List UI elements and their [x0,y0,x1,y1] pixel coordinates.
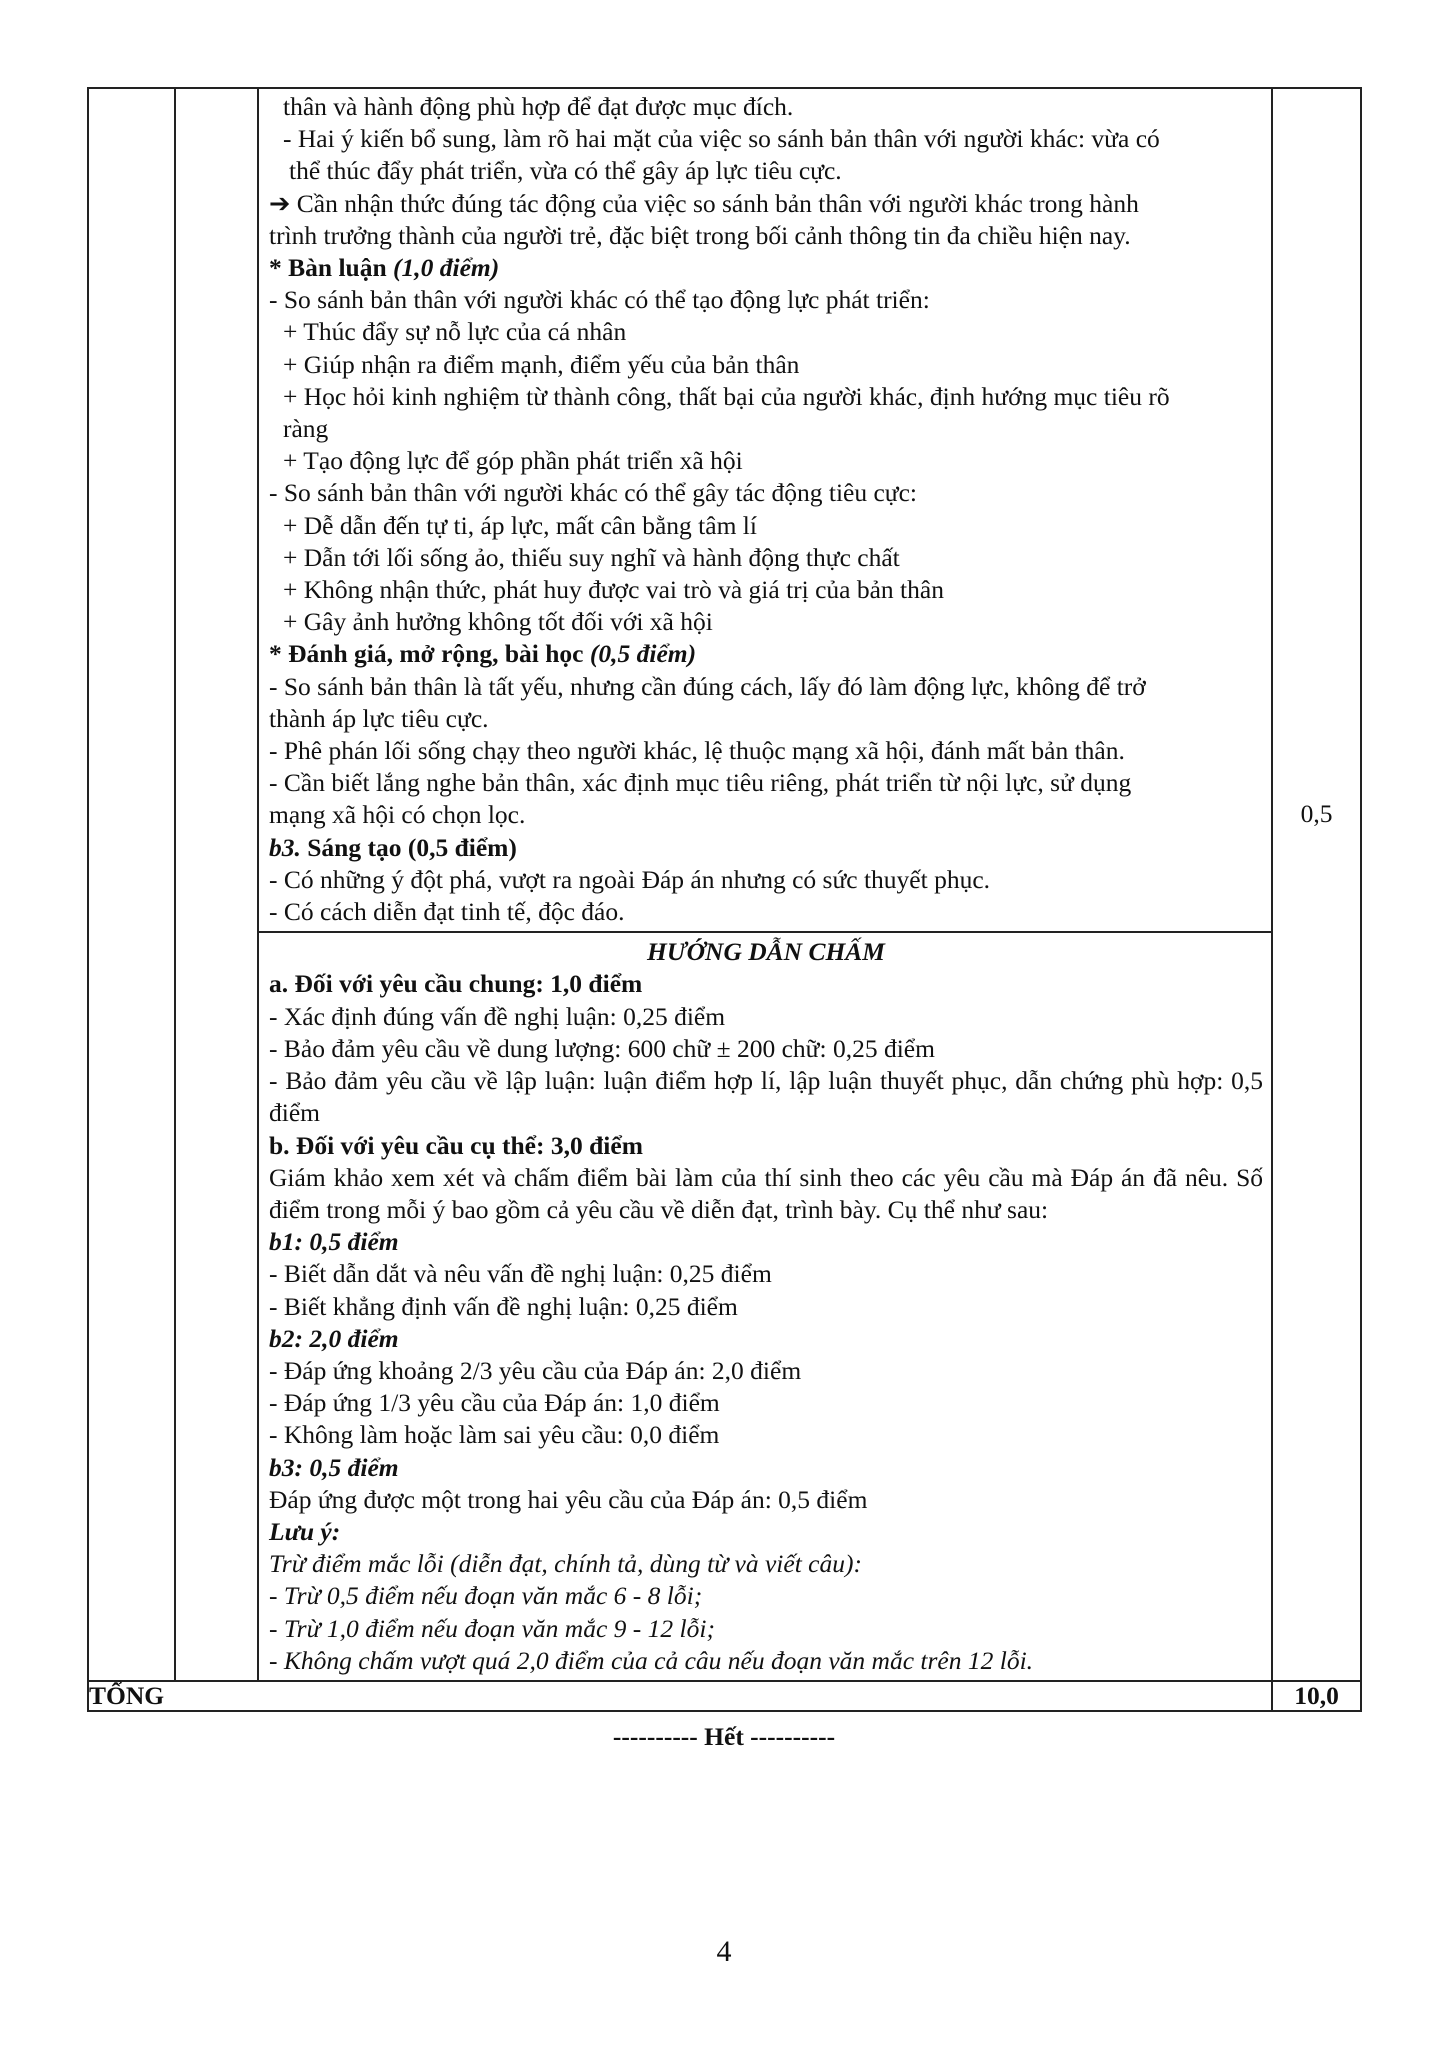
score-value: 0,5 [1300,799,1333,828]
content-line: - So sánh bản thân với người khác có thể tạo động lực phát triển: [269,285,930,315]
content-line: mạng xã hội có chọn lọc. [269,800,526,830]
content-paragraph: Giám khảo xem xét và chấm điểm bài làm của thí sinh theo các yêu cầu mà Đáp án đã nêu. Số điểm trong mỗi ý bao gồm cả yêu cầu về diễn đạt, trình bày. Cụ thể như sau: [269,1162,1263,1224]
content-line: - Hai ý kiến bổ sung, làm rõ hai mặt của việc so sánh bản thân với người khác: vừa có [283,124,1160,154]
b1-heading: b1: 0,5 điểm [269,1227,399,1257]
b3-heading: b3: 0,5 điểm [269,1452,399,1482]
content-line: + Gây ảnh hưởng không tốt đối với xã hội [283,607,713,637]
total-row [88,1681,1361,1711]
content-line: + Dễ dẫn đến tự ti, áp lực, mất cân bằng tâm lí [283,510,757,540]
note-line: Trừ điểm mắc lỗi (diễn đạt, chính tả, dùng từ và viết câu): [269,1549,862,1579]
content-line: - Không làm hoặc làm sai yêu cầu: 0,0 điểm [269,1420,720,1450]
content-line: - Đáp ứng 1/3 yêu cầu của Đáp án: 1,0 điểm [269,1388,720,1418]
content-line: + Tạo động lực để góp phần phát triển xã hội [283,446,743,476]
content-line: + Dẫn tới lối sống ảo, thiếu suy nghĩ và hành động thực chất [283,542,900,572]
scoring-table [87,87,1362,1712]
b2-heading: b2: 2,0 điểm [269,1323,399,1353]
sang-tao-heading: b3. Sáng tạo (0,5 điểm) [269,832,517,862]
total-label: TỔNG [88,1681,1272,1711]
ban-luan-heading: * Bàn luận (1,0 điểm) [269,253,500,283]
content-line: + Giúp nhận ra điểm mạnh, điểm yếu của bản thân [283,349,800,379]
requirement-a-heading: a. Đối với yêu cầu chung: 1,0 điểm [269,969,643,999]
requirement-b-heading: b. Đối với yêu cầu cụ thể: 3,0 điểm [269,1130,643,1160]
content-line: - Đáp ứng khoảng 2/3 yêu cầu của Đáp án: 2,0 điểm [269,1355,802,1385]
note-line: - Không chấm vượt quá 2,0 điểm của cả câu nếu đoạn văn mắc trên 12 lỗi. [269,1645,1034,1675]
question-cell [88,88,175,1681]
content-line: - Phê phán lối sống chạy theo người khác, lệ thuộc mạng xã hội, đánh mất bản thân. [269,736,1125,766]
grading-guide-cell [258,932,1272,1681]
content-line: - So sánh bản thân với người khác có thể gây tác động tiêu cực: [269,478,918,508]
content-line: - Biết khẳng định vấn đề nghị luận: 0,25 điểm [269,1291,738,1321]
note-heading: Lưu ý: [269,1516,341,1546]
content-line: thể thúc đẩy phát triển, vừa có thể gây áp lực tiêu cực. [289,156,842,186]
content-line: - Bảo đảm yêu cầu về dung lượng: 600 chữ ± 200 chữ: 0,25 điểm [269,1033,935,1063]
total-value: 10,0 [1272,1681,1361,1711]
content-line: - Biết dẫn dắt và nêu vấn đề nghị luận: 0,25 điểm [269,1259,772,1289]
table-row [88,88,1361,932]
content-line: ➔ Cần nhận thức đúng tác động của việc so sánh bản thân với người khác trong hành [269,188,1139,218]
content-paragraph: - Bảo đảm yêu cầu về lập luận: luận điểm hợp lí, lập luận thuyết phục, dẫn chứng phù hợp: 0,5 điểm [269,1066,1263,1128]
content-line: - Có cách diễn đạt tinh tế, độc đáo. [269,897,625,927]
content-line: thành áp lực tiêu cực. [269,703,489,733]
table-row [88,932,1361,1681]
answer-content-cell [258,88,1272,932]
content-line: Đáp ứng được một trong hai yêu cầu của Đáp án: 0,5 điểm [269,1484,868,1514]
score-cell [1272,88,1361,1681]
content-line: - So sánh bản thân là tất yếu, nhưng cần đúng cách, lấy đó làm động lực, không để trở [269,671,1146,701]
danh-gia-heading: * Đánh giá, mở rộng, bài học (0,5 điểm) [269,639,697,669]
content-line: thân và hành động phù hợp để đạt được mục đích. [283,92,794,121]
content-line: ràng [283,414,329,444]
content-line: + Học hỏi kinh nghiệm từ thành công, thất bại của người khác, định hướng mục tiêu rõ [283,381,1170,411]
grading-title: HƯỚNG DẪN CHẤM [647,937,885,967]
end-marker: ---------- Hết ---------- [612,1722,836,1751]
content-line: - Xác định đúng vấn đề nghị luận: 0,25 điểm [269,1001,726,1031]
content-line: - Cần biết lắng nghe bản thân, xác định mục tiêu riêng, phát triển từ nội lực, sử dụng [269,768,1132,798]
note-line: - Trừ 0,5 điểm nếu đoạn văn mắc 6 - 8 lỗi; [269,1581,703,1611]
note-line: - Trừ 1,0 điểm nếu đoạn văn mắc 9 - 12 lỗi; [269,1613,715,1643]
content-line: trình trưởng thành của người trẻ, đặc biệt trong bối cảnh thông tin đa chiều hiện nay. [269,220,1131,250]
subquestion-cell [175,88,258,1681]
page-number: 4 [716,1935,732,1968]
content-line: + Không nhận thức, phát huy được vai trò và giá trị của bản thân [283,575,944,605]
content-line: - Có những ý đột phá, vượt ra ngoài Đáp án nhưng có sức thuyết phục. [269,864,991,894]
content-line: + Thúc đẩy sự nỗ lực của cá nhân [283,317,627,347]
